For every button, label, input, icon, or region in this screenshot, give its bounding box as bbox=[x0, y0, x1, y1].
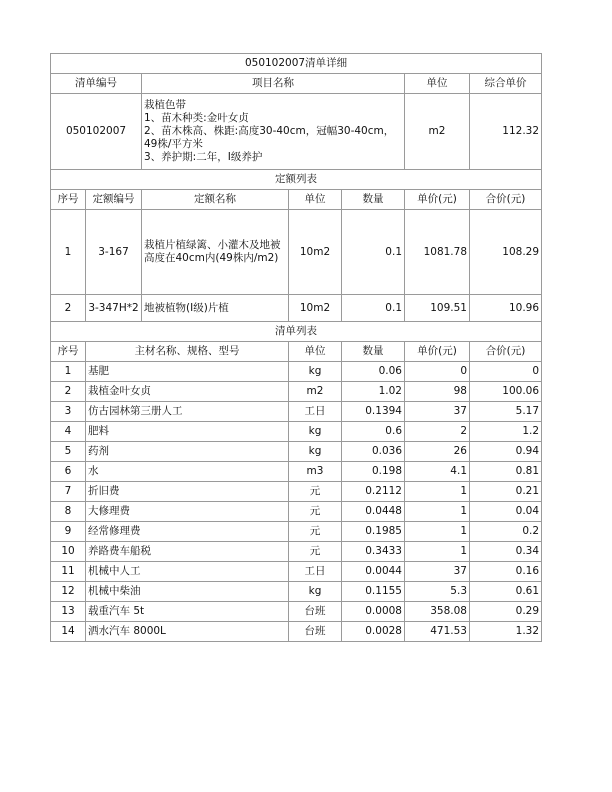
material-price: 4.1 bbox=[405, 462, 470, 482]
material-name: 养路费车船税 bbox=[86, 542, 289, 562]
material-seq: 12 bbox=[51, 582, 86, 602]
material-seq: 3 bbox=[51, 402, 86, 422]
material-unit: 元 bbox=[289, 542, 342, 562]
material-total: 5.17 bbox=[470, 402, 542, 422]
quota-header-total: 合价(元) bbox=[470, 190, 542, 210]
table-row bbox=[51, 622, 542, 642]
material-unit: 元 bbox=[289, 482, 342, 502]
quota-code: 3-167 bbox=[86, 210, 142, 295]
material-total: 1.2 bbox=[470, 422, 542, 442]
material-total: 0.21 bbox=[470, 482, 542, 502]
material-unit: 元 bbox=[289, 522, 342, 542]
material-name: 仿古园林第三册人工 bbox=[86, 402, 289, 422]
material-seq: 6 bbox=[51, 462, 86, 482]
material-section-title: 清单列表 bbox=[51, 322, 542, 342]
material-qty: 0.2112 bbox=[342, 482, 405, 502]
quota-seq: 1 bbox=[51, 210, 86, 295]
quota-header-seq: 序号 bbox=[51, 190, 86, 210]
table-row bbox=[51, 362, 542, 382]
material-total: 1.32 bbox=[470, 622, 542, 642]
table-row bbox=[51, 422, 542, 442]
material-qty: 0.1985 bbox=[342, 522, 405, 542]
material-total: 0.34 bbox=[470, 542, 542, 562]
quota-header-qty: 数量 bbox=[342, 190, 405, 210]
material-name: 药剂 bbox=[86, 442, 289, 462]
material-name: 大修理费 bbox=[86, 502, 289, 522]
material-header-price: 单价(元) bbox=[405, 342, 470, 362]
material-unit: m2 bbox=[289, 382, 342, 402]
header-name: 项目名称 bbox=[142, 74, 405, 94]
material-section-row bbox=[51, 322, 542, 342]
table-row bbox=[51, 462, 542, 482]
table-row bbox=[51, 522, 542, 542]
material-qty: 0.0028 bbox=[342, 622, 405, 642]
material-total: 0 bbox=[470, 362, 542, 382]
material-name: 载重汽车 5t bbox=[86, 602, 289, 622]
material-qty: 0.0448 bbox=[342, 502, 405, 522]
material-price: 0 bbox=[405, 362, 470, 382]
quota-row bbox=[51, 295, 542, 322]
material-total: 0.16 bbox=[470, 562, 542, 582]
material-unit: m3 bbox=[289, 462, 342, 482]
table-row bbox=[51, 602, 542, 622]
material-name: 机械中柴油 bbox=[86, 582, 289, 602]
material-seq: 14 bbox=[51, 622, 86, 642]
item-unit: m2 bbox=[405, 94, 470, 170]
table-row bbox=[51, 562, 542, 582]
material-unit: 工日 bbox=[289, 562, 342, 582]
material-header-name: 主材名称、规格、型号 bbox=[86, 342, 289, 362]
item-code: 050102007 bbox=[51, 94, 142, 170]
material-unit: 工日 bbox=[289, 402, 342, 422]
material-qty: 0.1155 bbox=[342, 582, 405, 602]
quota-header-price: 单价(元) bbox=[405, 190, 470, 210]
material-unit: kg bbox=[289, 422, 342, 442]
material-name: 水 bbox=[86, 462, 289, 482]
material-unit: 元 bbox=[289, 502, 342, 522]
material-unit: 台班 bbox=[289, 622, 342, 642]
quota-section-title: 定额列表 bbox=[51, 170, 542, 190]
material-seq: 1 bbox=[51, 362, 86, 382]
quota-name: 地被植物(Ⅰ级)片植 bbox=[142, 295, 289, 322]
quota-header-code: 定额编号 bbox=[86, 190, 142, 210]
table-row bbox=[51, 382, 542, 402]
quota-price: 1081.78 bbox=[405, 210, 470, 295]
detail-table bbox=[50, 53, 542, 642]
title-row bbox=[51, 54, 542, 74]
material-price: 2 bbox=[405, 422, 470, 442]
header-code: 清单编号 bbox=[51, 74, 142, 94]
quota-row bbox=[51, 210, 542, 295]
table-row bbox=[51, 402, 542, 422]
material-qty: 1.02 bbox=[342, 382, 405, 402]
material-seq: 9 bbox=[51, 522, 86, 542]
material-header-qty: 数量 bbox=[342, 342, 405, 362]
material-qty: 0.0008 bbox=[342, 602, 405, 622]
header-unit: 单位 bbox=[405, 74, 470, 94]
material-unit: kg bbox=[289, 442, 342, 462]
material-seq: 4 bbox=[51, 422, 86, 442]
quota-unit: 10m2 bbox=[289, 210, 342, 295]
material-header-total: 合价(元) bbox=[470, 342, 542, 362]
material-price: 1 bbox=[405, 502, 470, 522]
item-header-row bbox=[51, 74, 542, 94]
quota-qty: 0.1 bbox=[342, 295, 405, 322]
material-total: 100.06 bbox=[470, 382, 542, 402]
material-unit: kg bbox=[289, 582, 342, 602]
quota-total: 108.29 bbox=[470, 210, 542, 295]
material-price: 5.3 bbox=[405, 582, 470, 602]
material-name: 经常修理费 bbox=[86, 522, 289, 542]
material-qty: 0.036 bbox=[342, 442, 405, 462]
material-price: 358.08 bbox=[405, 602, 470, 622]
quota-total: 10.96 bbox=[470, 295, 542, 322]
quota-price: 109.51 bbox=[405, 295, 470, 322]
quota-section-row bbox=[51, 170, 542, 190]
quota-unit: 10m2 bbox=[289, 295, 342, 322]
quota-name: 栽植片植绿篱、小灌木及地被高度在40cm内(49株内/m2) bbox=[142, 210, 289, 295]
material-price: 1 bbox=[405, 522, 470, 542]
table-row bbox=[51, 482, 542, 502]
material-header-row bbox=[51, 342, 542, 362]
item-name: 栽植色带 1、苗木种类:金叶女贞 2、苗木株高、株距:高度30-40cm，冠幅30-40cm，49株/平方米 3、养护期:二年，Ⅰ级养护 bbox=[142, 94, 405, 170]
material-name: 折旧费 bbox=[86, 482, 289, 502]
quota-header-unit: 单位 bbox=[289, 190, 342, 210]
material-price: 471.53 bbox=[405, 622, 470, 642]
material-qty: 0.0044 bbox=[342, 562, 405, 582]
material-unit: kg bbox=[289, 362, 342, 382]
material-seq: 7 bbox=[51, 482, 86, 502]
item-row bbox=[51, 94, 542, 170]
material-total: 0.29 bbox=[470, 602, 542, 622]
quota-qty: 0.1 bbox=[342, 210, 405, 295]
header-price: 综合单价 bbox=[470, 74, 542, 94]
material-name: 基肥 bbox=[86, 362, 289, 382]
material-price: 26 bbox=[405, 442, 470, 462]
material-name: 机械中人工 bbox=[86, 562, 289, 582]
material-seq: 11 bbox=[51, 562, 86, 582]
material-seq: 2 bbox=[51, 382, 86, 402]
material-header-unit: 单位 bbox=[289, 342, 342, 362]
material-name: 肥料 bbox=[86, 422, 289, 442]
item-price: 112.32 bbox=[470, 94, 542, 170]
material-price: 1 bbox=[405, 482, 470, 502]
material-total: 0.61 bbox=[470, 582, 542, 602]
material-unit: 台班 bbox=[289, 602, 342, 622]
table-row bbox=[51, 442, 542, 462]
material-seq: 13 bbox=[51, 602, 86, 622]
material-name: 栽植金叶女贞 bbox=[86, 382, 289, 402]
table-row bbox=[51, 582, 542, 602]
quota-header-name: 定额名称 bbox=[142, 190, 289, 210]
material-name: 洒水汽车 8000L bbox=[86, 622, 289, 642]
table-row bbox=[51, 542, 542, 562]
quota-seq: 2 bbox=[51, 295, 86, 322]
material-header-seq: 序号 bbox=[51, 342, 86, 362]
material-seq: 5 bbox=[51, 442, 86, 462]
material-qty: 0.1394 bbox=[342, 402, 405, 422]
material-qty: 0.198 bbox=[342, 462, 405, 482]
table-row bbox=[51, 502, 542, 522]
material-price: 37 bbox=[405, 562, 470, 582]
material-total: 0.2 bbox=[470, 522, 542, 542]
material-qty: 0.6 bbox=[342, 422, 405, 442]
material-total: 0.94 bbox=[470, 442, 542, 462]
material-price: 1 bbox=[405, 542, 470, 562]
material-qty: 0.06 bbox=[342, 362, 405, 382]
material-total: 0.04 bbox=[470, 502, 542, 522]
material-seq: 10 bbox=[51, 542, 86, 562]
material-price: 37 bbox=[405, 402, 470, 422]
material-qty: 0.3433 bbox=[342, 542, 405, 562]
quota-code: 3-347H*2 bbox=[86, 295, 142, 322]
material-total: 0.81 bbox=[470, 462, 542, 482]
page-title: 050102007清单详细 bbox=[51, 54, 542, 74]
material-price: 98 bbox=[405, 382, 470, 402]
material-seq: 8 bbox=[51, 502, 86, 522]
quota-header-row bbox=[51, 190, 542, 210]
